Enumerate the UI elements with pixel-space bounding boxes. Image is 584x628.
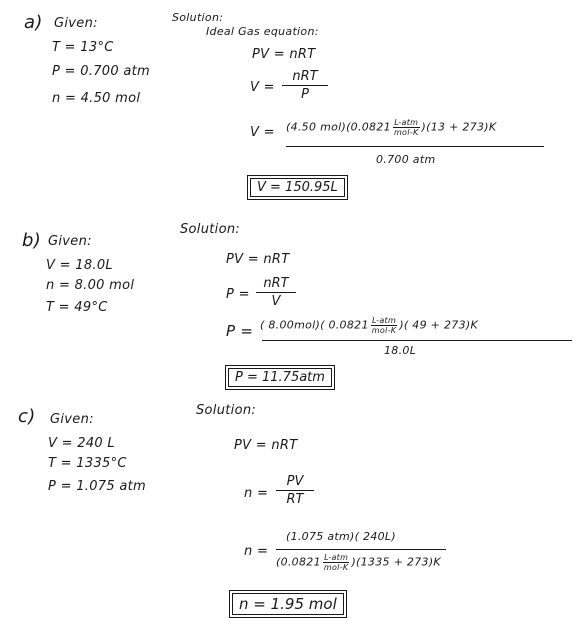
part-a-label: a) xyxy=(24,12,43,33)
unit-denominator: mol-K xyxy=(323,563,349,572)
part-a-substitution-numerator xyxy=(286,118,496,137)
part-a-rearranged-numerator: nRT xyxy=(292,69,318,84)
part-c-given-temperature: T = 1335°C xyxy=(48,456,127,471)
part-c-gas-constant-unit xyxy=(323,553,350,572)
fraction-bar xyxy=(276,490,314,491)
part-a-subtitle: Ideal Gas equation: xyxy=(206,25,319,38)
part-b-given-title: Given: xyxy=(48,234,92,249)
part-b-equation-ideal-gas: PV = nRT xyxy=(226,252,290,267)
part-b-numerator-temperature: )( 49 + 273)K xyxy=(399,318,478,332)
part-a-equation-ideal-gas: PV = nRT xyxy=(252,47,316,62)
part-c-answer-box: n = 1.95 mol xyxy=(232,593,344,615)
part-c-denominator-temperature: )(1335 + 273)K xyxy=(351,555,441,569)
part-b-given-temperature: T = 49°C xyxy=(46,300,108,315)
part-a-given-temperature: T = 13°C xyxy=(52,40,114,55)
part-b-solution-title: Solution: xyxy=(180,222,241,237)
part-c-given-title: Given: xyxy=(50,412,94,427)
part-c-substitution-denominator xyxy=(276,553,441,572)
part-a-rearranged-denominator: P xyxy=(301,87,309,102)
part-a-substitution-denominator: 0.700 atm xyxy=(376,153,436,166)
fraction-bar xyxy=(256,292,296,293)
part-a-equation-rearranged-fraction xyxy=(282,69,328,102)
part-b-given-moles: n = 8.00 mol xyxy=(46,278,135,293)
part-b-numerator-values: ( 8.00mol)( 0.0821 xyxy=(260,318,369,332)
part-a-given-title: Given: xyxy=(54,16,98,31)
part-a-substitution-fraction-bar xyxy=(286,146,544,147)
unit-numerator: L-atm xyxy=(324,553,349,562)
part-b-rearranged-denominator: V xyxy=(271,294,281,309)
part-b-given-volume: V = 18.0L xyxy=(46,258,113,273)
part-c-equation-rearranged-fraction xyxy=(276,474,314,507)
part-c-label: c) xyxy=(18,406,36,427)
part-c-rearranged-numerator: PV xyxy=(286,474,304,489)
part-b-substitution-numerator xyxy=(260,316,478,335)
part-c-given-volume: V = 240 L xyxy=(48,436,115,451)
part-a-equation-rearranged-lhs: V = xyxy=(250,80,275,95)
part-a-answer-box: V = 150.95L xyxy=(250,178,345,197)
part-b-rearranged-numerator: nRT xyxy=(263,276,289,291)
unit-denominator: mol-K xyxy=(371,326,397,335)
part-c-solution-title: Solution: xyxy=(196,403,257,418)
part-c-substitution-numerator: (1.075 atm)( 240L) xyxy=(286,530,396,543)
part-c-given-pressure: P = 1.075 atm xyxy=(48,479,146,494)
part-a-given-pressure: P = 0.700 atm xyxy=(52,64,150,79)
part-b-equation-rearranged-lhs: P = xyxy=(226,287,250,302)
part-c-equation-ideal-gas: PV = nRT xyxy=(234,438,298,453)
part-a-numerator-temperature: )(13 + 273)K xyxy=(421,120,497,134)
part-c-equation-rearranged-lhs: n = xyxy=(244,486,269,501)
part-b-label: b) xyxy=(22,230,42,251)
part-c-denominator-gas-constant: (0.0821 xyxy=(276,555,321,569)
part-a-given-moles: n = 4.50 mol xyxy=(52,91,141,106)
part-a-gas-constant-unit xyxy=(393,118,420,137)
part-c-substitution-lhs: n = xyxy=(244,544,269,559)
unit-numerator: L-atm xyxy=(394,118,419,127)
part-b-answer-box: P = 11.75atm xyxy=(228,368,332,387)
fraction-bar xyxy=(282,85,328,86)
part-a-solution-title: Solution: xyxy=(172,11,224,24)
part-b-equation-rearranged-fraction xyxy=(256,276,296,309)
part-c-substitution-fraction-bar xyxy=(276,549,446,550)
part-b-substitution-lhs: P = xyxy=(226,322,254,340)
part-c-rearranged-denominator: RT xyxy=(286,492,304,507)
part-a-numerator-values: (4.50 mol)(0.0821 xyxy=(286,120,391,134)
unit-denominator: mol-K xyxy=(393,128,419,137)
part-b-gas-constant-unit xyxy=(371,316,398,335)
unit-numerator: L-atm xyxy=(372,316,397,325)
part-a-substitution-lhs: V = xyxy=(250,125,275,140)
part-b-substitution-fraction-bar xyxy=(262,340,572,341)
part-b-substitution-denominator: 18.0L xyxy=(384,344,417,357)
